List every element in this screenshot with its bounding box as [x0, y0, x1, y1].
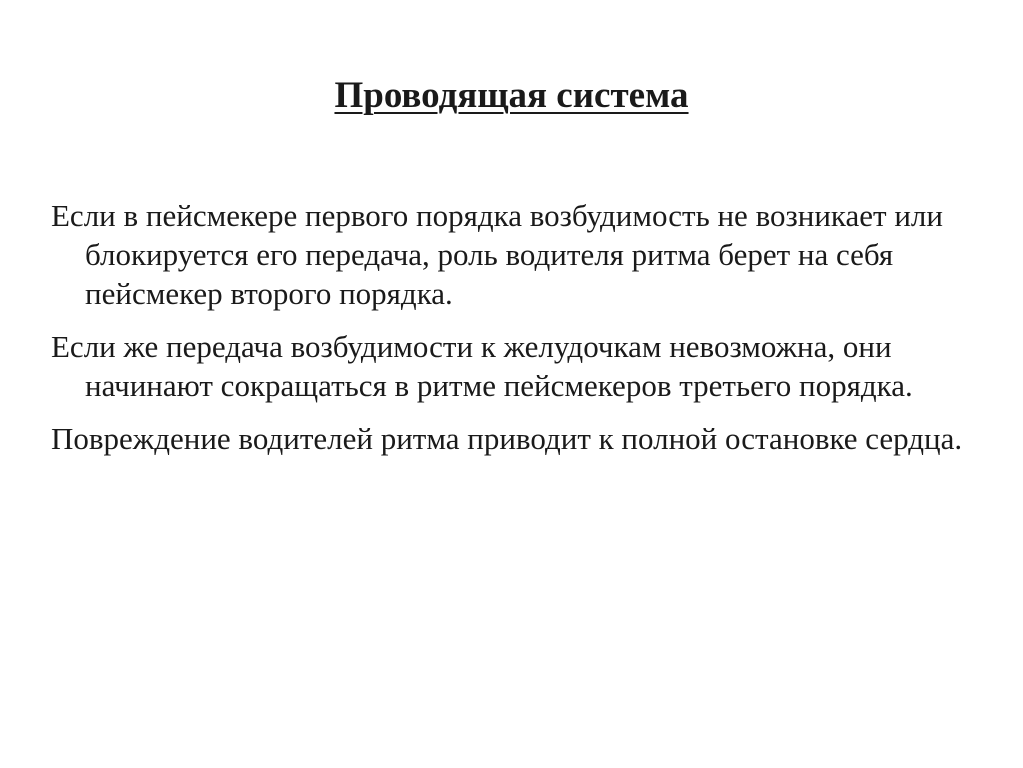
paragraph-1: Если в пейсмекере первого порядка возбудимость не возникает или блокируется его передача, роль водителя ритма берет на себя пейсмекер второго порядка. — [51, 198, 943, 311]
slide-title: Проводящая система — [334, 75, 689, 116]
slide-body — [51, 196, 981, 472]
paragraph-3: Повреждение водителей ритма приводит к полной остановке сердца. — [51, 421, 963, 456]
paragraph-2: Если же передача возбудимости к желудочкам невозможна, они начинают сокращаться в ритме пейсмекеров третьего порядка. — [51, 329, 913, 403]
